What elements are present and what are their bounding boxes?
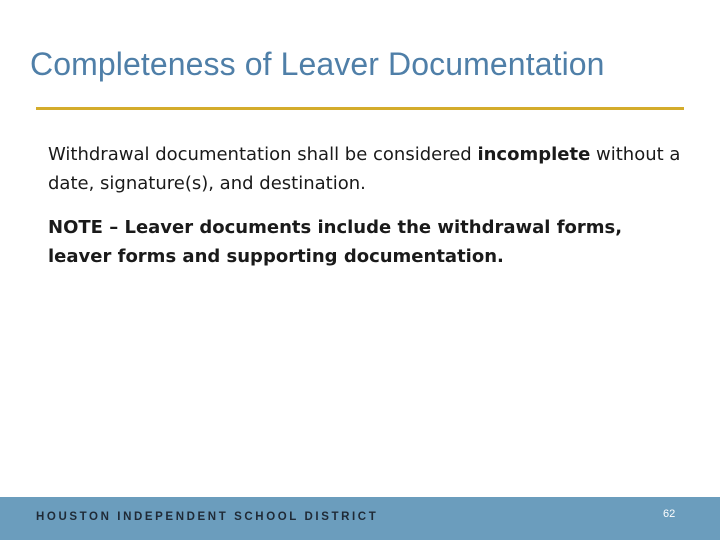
slide-body	[48, 140, 688, 271]
para1-suffix: without a date, signature(s), and destination.	[48, 144, 681, 194]
page-number: 62	[663, 508, 676, 520]
para1-prefix: Withdrawal documentation shall be considered	[48, 144, 478, 165]
withdrawal-paragraph	[48, 140, 688, 198]
para1-emphasis: incomplete	[477, 144, 591, 165]
title-divider	[36, 107, 684, 110]
footer-organization: HOUSTON INDEPENDENT SCHOOL DISTRICT	[36, 511, 379, 523]
note-paragraph: NOTE – Leaver documents include the withdrawal forms, leaver forms and supporting documentation.	[48, 217, 623, 267]
footer-band	[0, 497, 720, 540]
slide-title: Completeness of Leaver Documentation	[30, 46, 605, 82]
